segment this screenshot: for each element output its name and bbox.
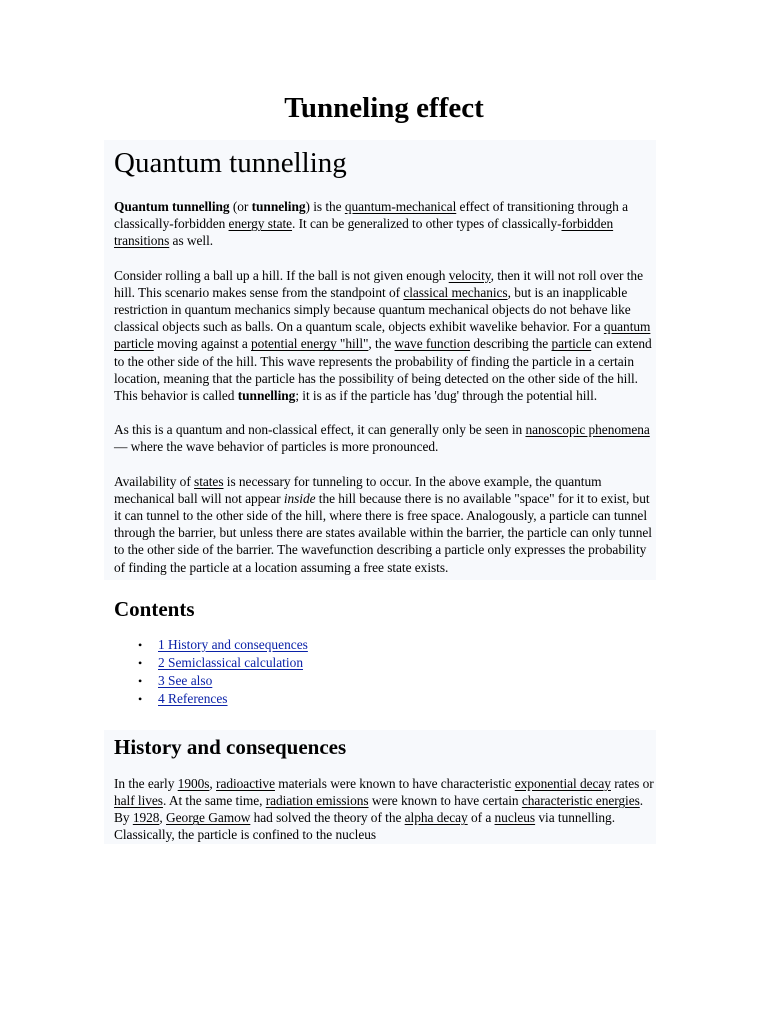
- intro-section: [104, 140, 656, 580]
- text-run: of a: [467, 810, 495, 826]
- toc-link-references[interactable]: 4 References: [158, 690, 228, 706]
- bullet-icon: •: [138, 655, 143, 670]
- text-run: via tunnelling. Classically, the particle is confined to the nucleus: [114, 810, 615, 843]
- text-run: . It can be generalized to other types of classically-: [292, 216, 562, 232]
- link-radioactive[interactable]: radioactive: [216, 775, 275, 791]
- link-particle[interactable]: particle: [551, 336, 592, 352]
- bullet-icon: •: [138, 673, 143, 688]
- history-paragraph: [114, 775, 656, 844]
- text-run: describing the: [470, 336, 552, 352]
- link-half-lives[interactable]: half lives: [114, 793, 163, 809]
- bullet-icon: •: [138, 691, 143, 706]
- term-bold: tunneling: [251, 199, 306, 214]
- link-wave-function[interactable]: wave function: [394, 336, 471, 352]
- document-title: Tunneling effect: [284, 92, 484, 124]
- text-run: ,: [209, 775, 217, 791]
- contents-heading: Contents: [114, 596, 195, 621]
- article-heading: Quantum tunnelling: [114, 147, 347, 179]
- link-exponential-decay[interactable]: exponential decay: [514, 775, 611, 791]
- text-run: Availability of: [114, 473, 195, 489]
- link-quantum-particle[interactable]: quantum particle: [114, 319, 651, 352]
- text-run: ,: [159, 810, 167, 826]
- link-velocity[interactable]: velocity: [448, 267, 491, 283]
- text-run: — where the wave behavior of particles is more pronounced.: [114, 439, 439, 455]
- link-quantum-mechanical[interactable]: quantum-mechanical: [344, 199, 457, 214]
- contents-list: [114, 636, 656, 708]
- text-run: . At the same time,: [162, 793, 266, 809]
- emphasis-inside: inside: [283, 490, 316, 506]
- nanoscopic-paragraph: [114, 421, 656, 455]
- text-run: , then it will not roll over the hill. This scenario makes sense from the standpoint of: [114, 267, 643, 300]
- availability-paragraph: [114, 473, 656, 576]
- link-characteristic-energies[interactable]: characteristic energies: [521, 793, 640, 809]
- bullet-icon: •: [138, 637, 143, 652]
- link-forbidden-transitions[interactable]: forbidden transitions: [114, 216, 614, 249]
- link-george-gamow[interactable]: George Gamow: [166, 810, 251, 826]
- text-run: the hill because there is no available "space" for it to exist, but it can tunnel to the other side of the hill, where there is free space. Analogously, a particle can tunnel through the barrier, but unless there are states available within the barrier, the particle can only tunnel to the other side of the barrier. The wavefunction describing a particle only expresses the probability of finding the particle at a location assuming a free state exists.: [114, 490, 652, 575]
- history-section: [104, 730, 656, 844]
- text-run: ; it is as if the particle has 'dug' through the potential hill.: [295, 388, 598, 404]
- text-run: As this is a quantum and non-classical effect, it can generally only be seen in: [114, 422, 526, 438]
- term-bold: Quantum tunnelling: [114, 199, 230, 214]
- toc-link-see-also[interactable]: 3 See also: [158, 672, 213, 688]
- link-energy-state[interactable]: energy state: [228, 216, 293, 232]
- text-run: materials were known to have characteristic: [274, 775, 515, 791]
- link-radiation-emissions[interactable]: radiation emissions: [265, 793, 369, 809]
- text-run: rates or: [610, 775, 654, 791]
- text-run: is necessary for tunneling to occur. In the above example, the quantum mechanical ball will not appear: [114, 473, 602, 506]
- toc-link-history[interactable]: 1 History and consequences: [158, 636, 308, 652]
- toc-link-semiclassical[interactable]: 2 Semiclassical calculation: [158, 654, 304, 670]
- link-1928[interactable]: 1928: [132, 810, 160, 826]
- contents-section: [104, 596, 656, 708]
- intro-paragraph: [114, 198, 656, 250]
- toc-item-history: [136, 636, 656, 654]
- link-potential-energy-hill[interactable]: potential energy "hill": [251, 336, 369, 352]
- text-run: were known to have certain: [368, 793, 522, 809]
- text-run: can extend to the other side of the hill. This wave represents the probability of finding the particle in a certain location, meaning that the particle has the possibility of being detected on the other side of the hill. This behavior is called: [114, 336, 652, 404]
- text-run: had solved the theory of the: [250, 810, 405, 826]
- text-run: , but is an inapplicable restriction in quantum mechanics simply because quantum mechanical objects do not behave like classical objects such as balls. On a quantum scale, objects exhibit wavelike behavior. For a: [114, 284, 631, 335]
- text-run: effect of transitioning through a classically-forbidden: [114, 199, 628, 232]
- text-run: In the early: [114, 775, 178, 791]
- text-run: moving against a: [153, 336, 252, 352]
- term-bold: tunnelling: [237, 388, 296, 404]
- toc-item-semiclassical: [136, 654, 656, 672]
- text-run: , the: [368, 336, 395, 352]
- text-run: ) is the: [305, 199, 345, 214]
- link-nanoscopic-phenomena[interactable]: nanoscopic phenomena: [525, 422, 650, 438]
- text-run: Consider rolling a ball up a hill. If the ball is not given enough: [114, 267, 449, 283]
- link-nucleus[interactable]: nucleus: [494, 810, 536, 826]
- link-alpha-decay[interactable]: alpha decay: [404, 810, 468, 826]
- link-states[interactable]: states: [194, 473, 224, 489]
- toc-item-references: [136, 690, 656, 708]
- toc-item-see-also: [136, 672, 656, 690]
- link-classical-mechanics[interactable]: classical mechanics: [403, 284, 508, 300]
- text-run: (or: [229, 199, 252, 214]
- text-run: . By: [114, 793, 644, 826]
- link-1900s[interactable]: 1900s: [177, 775, 210, 791]
- history-heading: History and consequences: [114, 734, 347, 759]
- ball-hill-paragraph: [114, 267, 656, 405]
- article-content: [104, 140, 656, 844]
- text-run: as well.: [169, 233, 214, 249]
